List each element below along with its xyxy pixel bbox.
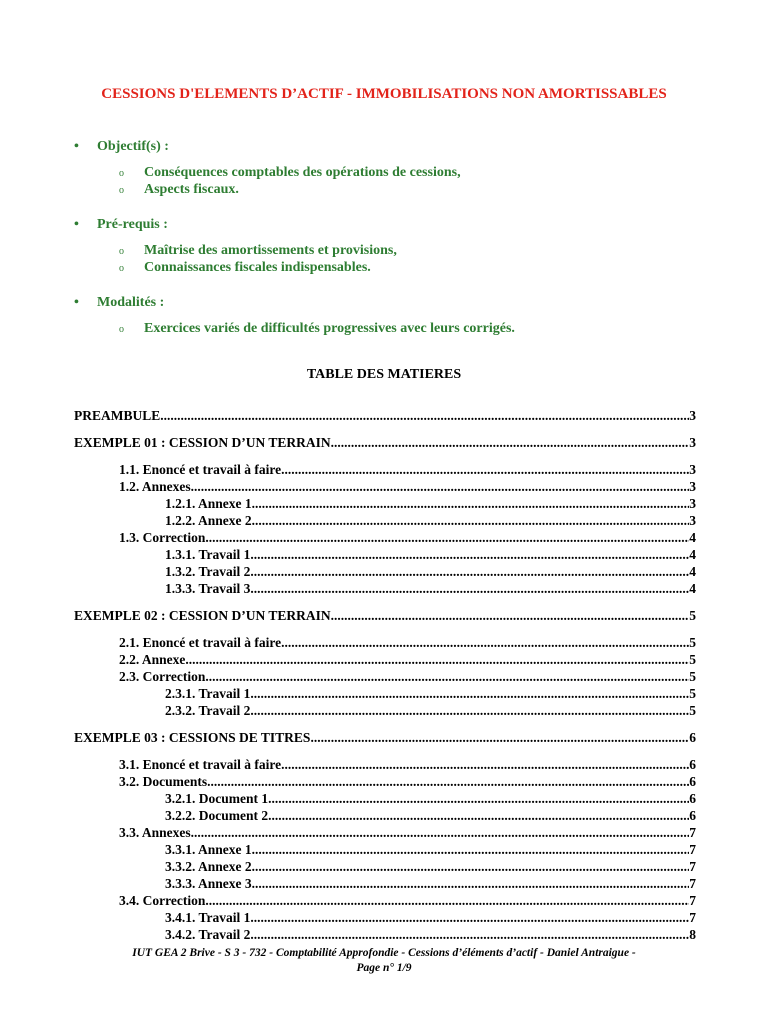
toc-entry-label: PREAMBULE.	[74, 408, 164, 423]
toc-entry-page: 3	[689, 408, 696, 423]
toc-entry-label: 2.3. Correction.	[119, 669, 209, 684]
toc-entry[interactable]	[74, 546, 696, 563]
list-item	[119, 181, 694, 198]
toc-entry-page: 4	[689, 564, 696, 579]
circle-bullet-icon: o	[119, 185, 124, 196]
toc-leader-dots	[272, 790, 690, 807]
toc-entry-label: 3.4. Correction.	[119, 893, 209, 908]
toc-entry-label: 3.2.1. Document 1.	[165, 791, 272, 806]
toc-entry-label: 1.3.3. Travail 3.	[165, 581, 254, 596]
toc-entry[interactable]	[74, 685, 696, 702]
toc-entry-label: EXEMPLE 01 : CESSION D’UN TERRAIN	[74, 435, 331, 450]
bullet-icon: •	[74, 295, 79, 310]
toc-entry[interactable]	[74, 651, 696, 668]
toc-entry-page: 6	[689, 730, 696, 745]
section-heading: Modalités :	[97, 295, 165, 310]
toc-leader-dots	[164, 407, 690, 424]
bullet-icon: •	[74, 217, 79, 232]
toc-leader-dots	[254, 580, 689, 597]
toc-leader-dots	[255, 495, 689, 512]
toc-entry-page: 7	[689, 893, 696, 908]
toc-entry[interactable]	[74, 512, 696, 529]
toc-leader-dots	[194, 824, 689, 841]
toc-leader-dots	[254, 926, 689, 943]
toc-entry-label: 1.2. Annexes.	[119, 479, 195, 494]
footer-line: IUT GEA 2 Brive - S 3 - 732 - Comptabilité Approfondie - Cessions d’éléments d’actif - Daniel Antraigue -	[132, 947, 636, 959]
toc-entry-page: 5	[689, 686, 696, 701]
toc-entry-page: 7	[689, 876, 696, 891]
toc-entry[interactable]	[74, 875, 696, 892]
toc-entry[interactable]	[74, 495, 696, 512]
toc-title: TABLE DES MATIERES	[306, 367, 462, 382]
toc-entry-page: 3	[689, 496, 696, 511]
toc-entry-page: 4	[689, 581, 696, 596]
toc-entry-page: 5	[689, 703, 696, 718]
toc-leader-dots	[314, 729, 689, 746]
toc-entry[interactable]	[74, 563, 696, 580]
toc-entry[interactable]	[74, 756, 696, 773]
toc-entry[interactable]	[74, 529, 696, 546]
toc-entry[interactable]	[74, 634, 696, 651]
toc-entry-label: 2.2. Annexe	[119, 652, 186, 667]
toc-entry[interactable]	[74, 407, 696, 424]
toc-entry[interactable]	[74, 668, 696, 685]
toc-leader-dots	[252, 875, 690, 892]
toc-entry-page: 6	[689, 791, 696, 806]
toc-entry-page: 3	[689, 479, 696, 494]
section-heading: Pré-requis :	[97, 217, 168, 232]
toc-entry[interactable]	[74, 790, 696, 807]
toc-leader-dots	[185, 651, 689, 668]
toc-entry-label: 1.2.1. Annexe 1.	[165, 496, 256, 511]
toc-entry-page: 4	[689, 530, 696, 545]
circle-bullet-icon: o	[119, 168, 124, 179]
toc-entry-label: 3.3. Annexes.	[119, 825, 195, 840]
toc-entry-label: 1.2.2. Annexe 2.	[165, 513, 256, 528]
toc-leader-dots	[254, 685, 689, 702]
toc-entry-page: 3	[689, 462, 696, 477]
toc-leader-dots	[209, 892, 690, 909]
toc-entry-label: 3.4.1. Travail 1.	[165, 910, 254, 925]
circle-bullet-icon: o	[119, 263, 124, 274]
toc-leader-dots	[254, 702, 689, 719]
list-item-text: Maîtrise des amortissements et provisions,	[144, 243, 397, 258]
toc-entry[interactable]	[74, 841, 696, 858]
objectives-sections	[74, 138, 694, 355]
toc-entry-label: 3.2.2. Document 2.	[165, 808, 272, 823]
document-title: CESSIONS D'ELEMENTS D’ACTIF - IMMOBILISATIONS NON AMORTISSABLES	[101, 86, 667, 102]
toc-entry[interactable]	[74, 729, 696, 746]
toc-entry-label: 2.3.2. Travail 2.	[165, 703, 254, 718]
toc-entry-page: 6	[689, 774, 696, 789]
toc-entry-label: 2.3.1. Travail 1.	[165, 686, 254, 701]
toc-entry-label: 1.3. Correction.	[119, 530, 209, 545]
toc-entry[interactable]	[74, 807, 696, 824]
toc-entry-page: 3	[689, 513, 696, 528]
toc-leader-dots	[255, 512, 689, 529]
toc-leader-dots	[252, 858, 690, 875]
toc-entry[interactable]	[74, 926, 696, 943]
toc-entry[interactable]	[74, 773, 696, 790]
toc-entry[interactable]	[74, 702, 696, 719]
section-heading: Objectif(s) :	[97, 139, 169, 154]
list-item	[119, 259, 694, 276]
toc-entry-page: 8	[689, 927, 696, 942]
toc-entry[interactable]	[74, 461, 696, 478]
toc-leader-dots	[281, 634, 689, 651]
bullet-icon: •	[74, 139, 79, 154]
page-number: Page n° 1/9	[356, 962, 412, 974]
toc-leader-dots	[281, 756, 689, 773]
section-modalites	[74, 294, 694, 337]
toc-leader-dots	[331, 607, 690, 624]
toc-entry-label: 1.3.1. Travail 1.	[165, 547, 254, 562]
table-of-contents	[74, 407, 696, 943]
toc-leader-dots	[272, 807, 690, 824]
toc-leader-dots	[254, 909, 689, 926]
section-objectifs	[74, 138, 694, 198]
list-item	[119, 242, 694, 259]
toc-entry[interactable]	[74, 824, 696, 841]
toc-leader-dots	[254, 546, 689, 563]
section-prerequis	[74, 216, 694, 276]
toc-entry[interactable]	[74, 580, 696, 597]
list-item-text: Connaissances fiscales indispensables.	[144, 260, 371, 275]
toc-leader-dots	[209, 668, 690, 685]
toc-entry-label: EXEMPLE 03 : CESSIONS DE TITRES.	[74, 730, 314, 745]
toc-leader-dots	[281, 461, 689, 478]
circle-bullet-icon: o	[119, 246, 124, 257]
toc-entry[interactable]	[74, 909, 696, 926]
toc-entry-page: 3	[689, 435, 696, 450]
toc-entry-page: 5	[689, 635, 696, 650]
list-item-text: Aspects fiscaux.	[144, 182, 239, 197]
toc-entry-page: 6	[689, 757, 696, 772]
toc-entry-page: 7	[689, 825, 696, 840]
list-item	[119, 320, 694, 337]
toc-entry-page: 6	[689, 808, 696, 823]
toc-leader-dots	[194, 478, 689, 495]
toc-entry-label: 3.3.2. Annexe 2	[165, 859, 252, 874]
toc-entry-label: 3.1. Enoncé et travail à faire	[119, 757, 282, 772]
toc-leader-dots	[254, 563, 689, 580]
page-footer	[0, 946, 768, 976]
toc-entry-label: 3.2. Documents	[119, 774, 208, 789]
toc-leader-dots	[207, 773, 689, 790]
toc-entry-page: 7	[689, 910, 696, 925]
toc-entry-label: 3.3.3. Annexe 3	[165, 876, 252, 891]
toc-leader-dots	[252, 841, 690, 858]
list-item-text: Exercices variés de difficultés progressives avec leurs corrigés.	[144, 321, 515, 336]
toc-leader-dots	[209, 529, 690, 546]
toc-entry-label: 1.3.2. Travail 2.	[165, 564, 254, 579]
toc-entry-page: 5	[689, 652, 696, 667]
toc-leader-dots	[331, 434, 690, 451]
toc-entry-page: 5	[689, 669, 696, 684]
toc-entry[interactable]	[74, 434, 696, 451]
toc-entry-label: EXEMPLE 02 : CESSION D’UN TERRAIN	[74, 608, 331, 623]
toc-entry-page: 7	[689, 842, 696, 857]
list-item-text: Conséquences comptables des opérations de cessions,	[144, 165, 461, 180]
toc-entry-label: 3.4.2. Travail 2.	[165, 927, 254, 942]
toc-entry-page: 5	[689, 608, 696, 623]
toc-entry[interactable]	[74, 607, 696, 624]
toc-entry[interactable]	[74, 892, 696, 909]
toc-entry-label: 3.3.1. Annexe 1	[165, 842, 252, 857]
toc-entry-page: 7	[689, 859, 696, 874]
toc-entry[interactable]	[74, 858, 696, 875]
toc-entry[interactable]	[74, 478, 696, 495]
toc-entry-page: 4	[689, 547, 696, 562]
list-item	[119, 164, 694, 181]
circle-bullet-icon: o	[119, 324, 124, 335]
toc-entry-label: 1.1. Enoncé et travail à faire	[119, 462, 282, 477]
toc-entry-label: 2.1. Enoncé et travail à faire	[119, 635, 282, 650]
